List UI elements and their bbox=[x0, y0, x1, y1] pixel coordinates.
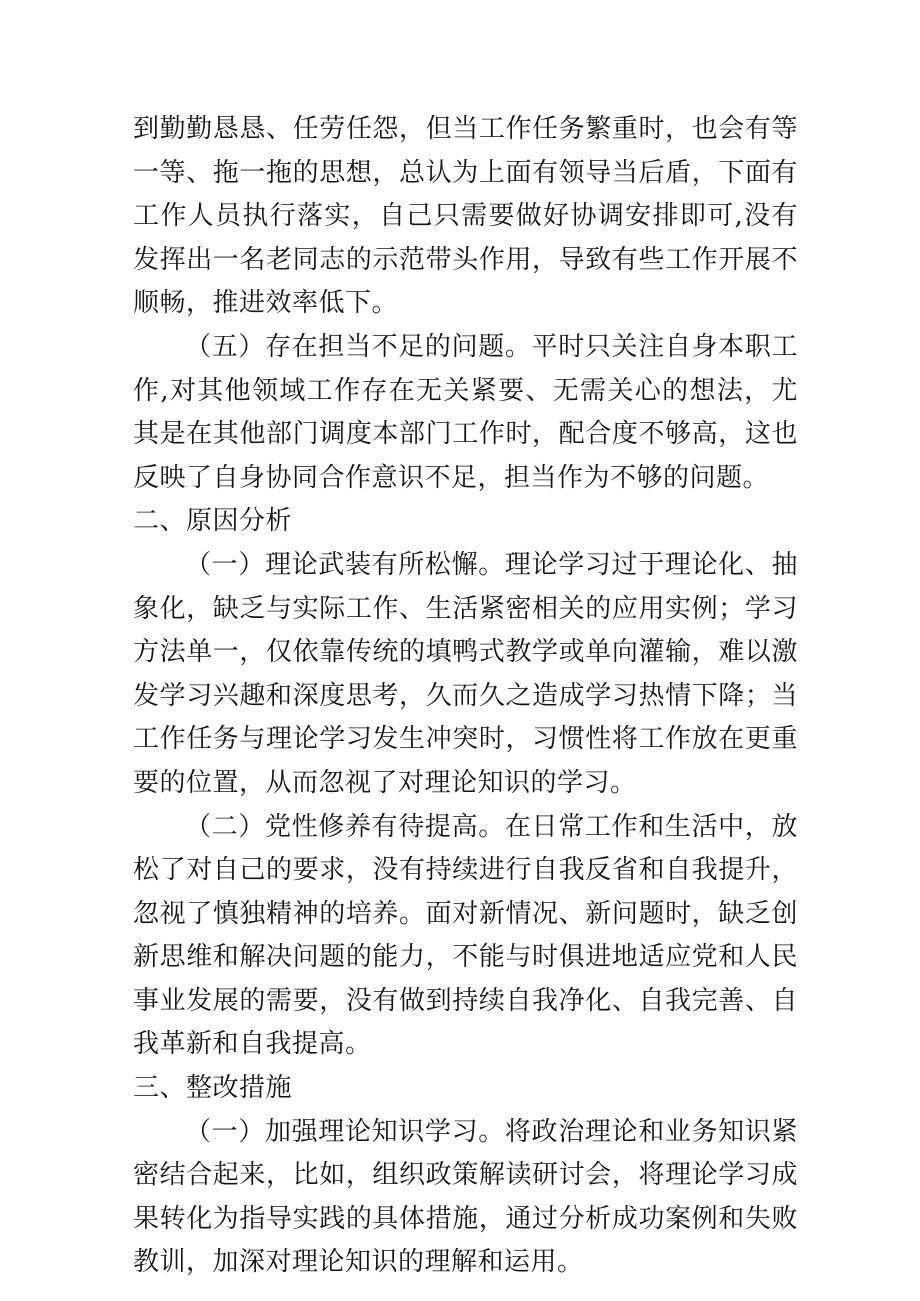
paragraph-item-5: （五）存在担当不足的问题。平时只关注自身本职工作,对其他领域工作存在无关紧要、无需关心的想法，尤其是在其他部门调度本部门工作时，配合度不够高，这也反映了自身协同合作意识不足，担当作为不够的问题。 bbox=[133, 331, 798, 493]
paragraph-cause-2: （二）党性修养有待提高。在日常工作和生活中，放松了对自己的要求，没有持续进行自我反省和自我提升，忽视了慎独精神的培养。面对新情况、新问题时，缺乏创新思维和解决问题的能力，不能与时俱进地适应党和人民事业发展的需要，没有做到持续自我净化、自我完善、自我革新和自我提高。 bbox=[133, 811, 798, 1060]
paragraph-cause-1: （一）理论武装有所松懈。理论学习过于理论化、抽象化，缺乏与实际工作、生活紧密相关的应用实例；学习方法单一，仅依靠传统的填鸭式教学或单向灌输，难以激发学习兴趣和深度思考，久而久之造成学习热情下降；当工作任务与理论学习发生冲突时，习惯性将工作放在更重要的位置，从而忽视了对理论知识的学习。 bbox=[133, 549, 798, 798]
document-body bbox=[133, 108, 798, 1285]
paragraph-continuation: 到勤勤恳恳、任劳任怨，但当工作任务繁重时，也会有等一等、拖一拖的思想，总认为上面有领导当后盾，下面有工作人员执行落实，自己只需要做好协调安排即可,没有发挥出一名老同志的示范带头作用，导致有些工作开展不顺畅，推进效率低下。 bbox=[133, 114, 798, 319]
section-heading-rectification: 三、整改措施 bbox=[133, 1073, 293, 1104]
paragraph-measure-1: （一）加强理论知识学习。将政治理论和业务知识紧密结合起来，比如，组织政策解读研讨会，将理论学习成果转化为指导实践的具体措施，通过分析成功案例和失败教训，加深对理论知识的理解和运用。 bbox=[133, 1116, 798, 1278]
section-heading-cause-analysis: 二、原因分析 bbox=[133, 506, 293, 537]
